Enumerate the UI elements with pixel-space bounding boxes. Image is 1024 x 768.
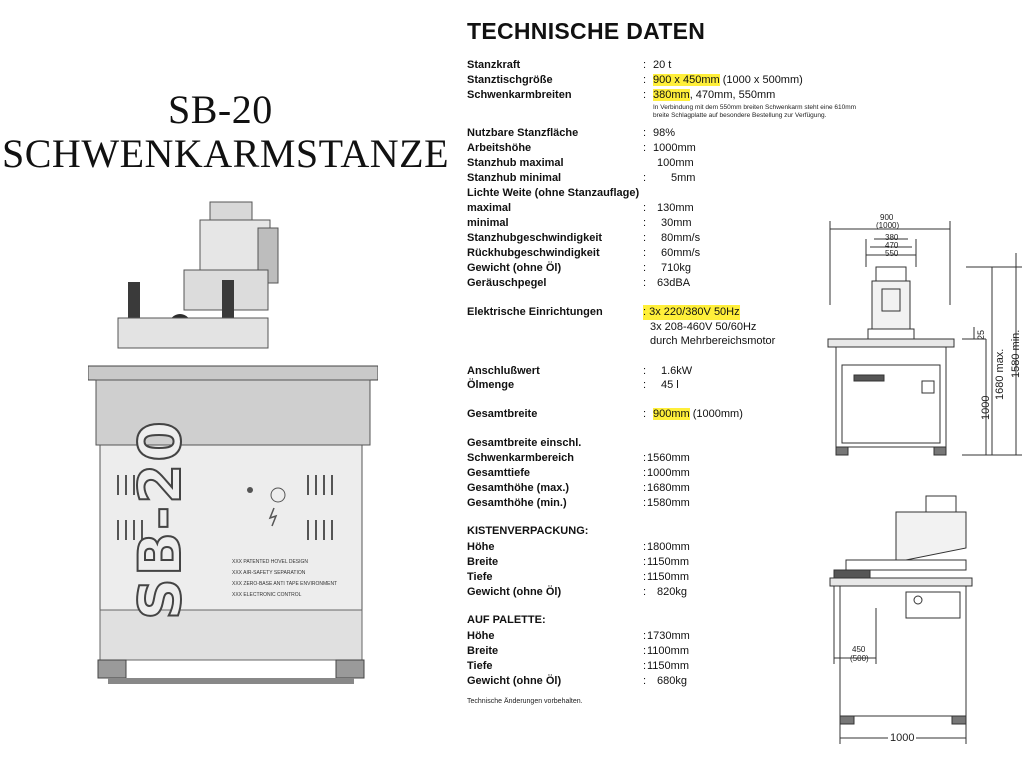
spec-label: Rückhubgeschwindigkeit xyxy=(467,247,600,259)
spec-value: 5mm xyxy=(671,172,696,184)
spec-value: 30mm xyxy=(661,217,692,229)
spec-highlight: : 3x 220/380V 50Hz xyxy=(643,306,740,318)
spec-colon: : xyxy=(643,482,647,494)
spec-row xyxy=(467,629,827,644)
machine-post-left xyxy=(128,282,140,322)
dim-label: 550 xyxy=(885,249,899,258)
spec-row xyxy=(467,88,827,103)
spec-colon: : xyxy=(643,89,647,101)
spec-colon: : xyxy=(643,379,647,391)
spec-value: 3x 208-460V 50/60Hz xyxy=(650,321,757,333)
note-line: breite Schlagplatte auf besondere Bestellung zur Verfügung. xyxy=(653,112,827,119)
spec-colon: : xyxy=(643,172,647,184)
spec-row xyxy=(467,364,827,379)
spec-label: Höhe xyxy=(467,630,495,642)
spec-label: Stanztischgröße xyxy=(467,74,553,86)
spec-colon: : xyxy=(643,142,647,154)
dim-label: (500) xyxy=(850,654,869,663)
spec-label: maximal xyxy=(467,202,512,214)
spec-row xyxy=(467,674,827,689)
spec-value: 1680mm xyxy=(647,482,690,494)
spec-row xyxy=(467,451,827,466)
spec-row xyxy=(467,126,827,141)
spec-colon: : xyxy=(643,467,647,479)
spec-value: , 470mm, 550mm xyxy=(689,89,776,101)
spec-row xyxy=(467,231,827,246)
spec-value: (1000 x 500mm) xyxy=(719,74,803,86)
spec-label: Nutzbare Stanzfläche xyxy=(467,127,579,139)
dim-label: 470 xyxy=(885,241,899,250)
spec-label: Anschlußwert xyxy=(467,365,540,377)
spec-colon: : xyxy=(643,202,647,214)
spec-label: Stanzhub minimal xyxy=(467,172,562,184)
dim-label: 450 xyxy=(852,645,866,654)
spec-value: 1560mm xyxy=(647,452,690,464)
dim-label: 25 xyxy=(976,329,986,340)
spec-value: 1800mm xyxy=(647,541,690,553)
spec-colon: : xyxy=(643,556,647,568)
spec-label: Breite xyxy=(467,645,499,657)
spec-label: Gesamthöhe (max.) xyxy=(467,482,570,494)
spec-colon: : xyxy=(643,262,647,274)
spec-value: 60mm/s xyxy=(661,247,701,259)
spec-colon: : xyxy=(643,586,647,598)
spec-row xyxy=(467,171,827,186)
spec-label: Gewicht (ohne Öl) xyxy=(467,675,562,687)
spec-colon: : xyxy=(643,365,647,377)
spec-colon: : xyxy=(643,217,647,229)
spec-row xyxy=(467,659,827,674)
spec-colon: : xyxy=(643,675,647,687)
spec-colon: : xyxy=(643,127,647,139)
spec-value: 100mm xyxy=(657,157,694,169)
spec-row xyxy=(467,585,827,600)
spec-row xyxy=(467,305,827,320)
spec-label: Gesamtbreite einschl. xyxy=(467,437,582,449)
model-subtitle: SCHWENKARMSTANZE xyxy=(2,131,450,176)
spec-colon: : xyxy=(643,247,647,259)
dim-label: 1680 max. xyxy=(994,348,1006,400)
spec-colon: : xyxy=(643,497,647,509)
spec-value: 710kg xyxy=(661,262,691,274)
spec-row xyxy=(467,378,827,393)
spec-value: 1150mm xyxy=(647,660,689,672)
spec-value-group xyxy=(653,73,803,88)
machine-table xyxy=(88,366,378,380)
spec-label: Elektrische Einrichtungen xyxy=(467,306,603,318)
spec-value: 80mm/s xyxy=(661,232,701,244)
spec-row xyxy=(467,246,827,261)
spec-label: Tiefe xyxy=(467,571,493,583)
spec-colon: : xyxy=(643,645,647,657)
section-heading: AUF PALETTE: xyxy=(467,614,546,626)
machine-logo: SB-20 xyxy=(126,419,194,620)
spec-row xyxy=(467,540,827,555)
dimension-drawing-front xyxy=(826,205,1022,480)
spec-label: Höhe xyxy=(467,541,495,553)
spec-label: Ölmenge xyxy=(467,379,515,391)
spec-value: 1580mm xyxy=(647,497,690,509)
spec-label: Arbeitshöhe xyxy=(467,142,532,154)
spec-value: 1000mm xyxy=(647,467,690,479)
spec-value: 20 t xyxy=(653,59,672,71)
spec-note xyxy=(653,104,856,120)
spec-row xyxy=(467,644,827,659)
spec-label: Stanzkraft xyxy=(467,59,521,71)
model-title: SB-20 xyxy=(168,87,273,132)
spec-row xyxy=(467,276,827,291)
spec-highlight: 900 x 450mm xyxy=(653,74,720,86)
spec-row xyxy=(467,496,827,511)
spec-label: Gesamttiefe xyxy=(467,467,530,479)
spec-row xyxy=(467,481,827,496)
spec-label: Gewicht (ohne Öl) xyxy=(467,586,562,598)
spec-label: Stanzhubgeschwindigkeit xyxy=(467,232,603,244)
spec-label: Breite xyxy=(467,556,499,568)
spec-label: Stanzhub maximal xyxy=(467,157,564,169)
spec-label: Schwenkarmbereich xyxy=(467,452,574,464)
spec-colon: : xyxy=(643,277,647,289)
spec-row xyxy=(467,407,827,422)
spec-highlight: 900mm xyxy=(653,408,690,420)
footnote: Technische Änderungen vorbehalten. xyxy=(467,698,583,705)
spec-label: Tiefe xyxy=(467,660,493,672)
spec-label: minimal xyxy=(467,217,509,229)
spec-row xyxy=(467,555,827,570)
spec-row xyxy=(467,570,827,585)
spec-highlight: 380mm xyxy=(653,89,690,101)
spec-colon: : xyxy=(643,571,647,583)
spec-row xyxy=(467,141,827,156)
dimension-drawing-side xyxy=(826,488,976,748)
spec-row xyxy=(467,156,827,171)
dim-label: 1580 min. xyxy=(1010,329,1022,378)
spec-value-group xyxy=(653,88,775,103)
spec-row xyxy=(467,186,827,201)
spec-value: 1730mm xyxy=(647,630,690,642)
dim-label: 1000 xyxy=(890,732,915,744)
spec-label: Lichte Weite (ohne Stanzauflage) xyxy=(467,187,640,199)
spec-colon: : xyxy=(643,59,647,71)
spec-value-group xyxy=(653,407,743,422)
spec-label: Schwenkarmbreiten xyxy=(467,89,572,101)
spec-row xyxy=(467,261,827,276)
spec-row xyxy=(467,201,827,216)
spec-value: durch Mehrbereichsmotor xyxy=(650,335,776,347)
machine-plaque xyxy=(232,557,337,601)
spec-label: Geräuschpegel xyxy=(467,277,547,289)
spec-colon: : xyxy=(643,74,647,86)
dim-label: 1000 xyxy=(980,395,992,420)
section-heading: KISTENVERPACKUNG: xyxy=(467,525,589,537)
note-line: In Verbindung mit dem 550mm breiten Schwenkarm steht eine 610mm xyxy=(653,104,857,111)
spec-colon: : xyxy=(643,408,647,420)
spec-value: 1150mm xyxy=(647,571,689,583)
spec-row xyxy=(467,73,827,88)
spec-value: 63dBA xyxy=(657,277,691,289)
spec-label: Gewicht (ohne Öl) xyxy=(467,262,562,274)
spec-colon: : xyxy=(643,660,647,672)
plaque-line: XXX AIR-SAFETY SEPARATION xyxy=(232,570,306,576)
plaque-line: XXX ZERO-BASE ANTI TAPE ENVIRONMENT xyxy=(232,581,338,587)
dim-label: (1000) xyxy=(876,221,900,230)
spec-colon: : xyxy=(643,452,647,464)
spec-value: 680kg xyxy=(657,675,687,687)
spec-colon: : xyxy=(643,232,647,244)
dim-label: 380 xyxy=(885,233,899,242)
spec-heading: TECHNISCHE DATEN xyxy=(467,18,706,44)
spec-row xyxy=(467,58,827,73)
plaque-line: XXX ELECTRONIC CONTROL xyxy=(232,592,302,598)
spec-label: Gesamtbreite xyxy=(467,408,538,420)
spec-colon: : xyxy=(643,541,647,553)
spec-value: 45 l xyxy=(661,379,679,391)
spec-colon: : xyxy=(643,630,647,642)
spec-value: 1150mm xyxy=(647,556,689,568)
dim-label: 900 xyxy=(880,213,894,222)
spec-row xyxy=(467,436,827,451)
spec-value: 1.6kW xyxy=(661,365,693,377)
spec-value: 130mm xyxy=(657,202,694,214)
spec-value: 98% xyxy=(653,127,676,139)
spec-value: 1000mm xyxy=(653,142,696,154)
spec-value: 820kg xyxy=(657,586,687,598)
spec-label: Gesamthöhe (min.) xyxy=(467,497,567,509)
plaque-line: XXX PATENTED HOVEL DESIGN xyxy=(232,559,309,565)
spec-value: (1000mm) xyxy=(689,408,743,420)
spec-row xyxy=(467,466,827,481)
spec-row xyxy=(467,216,827,231)
spec-value: 1100mm xyxy=(647,645,689,657)
